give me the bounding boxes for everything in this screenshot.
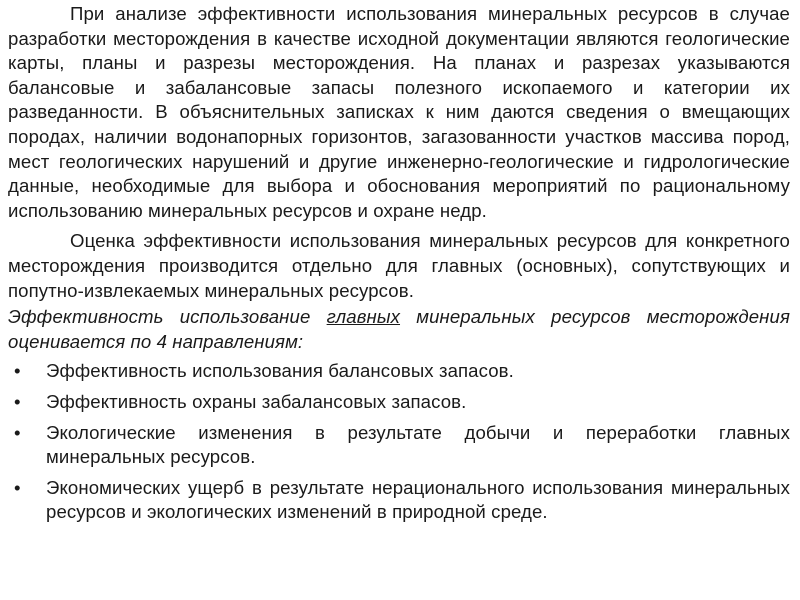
list-item-text: Эффективность использования балансовых запасов. <box>46 360 514 382</box>
list-item-text: Эффективность охраны забалансовых запасов. <box>46 390 467 412</box>
bullet-icon: • <box>14 390 21 412</box>
list-item-text: Экологические изменения в результате добычи и переработки главных минеральных ресурсов. <box>46 421 790 468</box>
emphasis-part-1: Эффективность использование <box>8 306 327 328</box>
document-body <box>8 2 790 531</box>
paragraph-intro: При анализе эффективности использования минеральных ресурсов в случае разработки месторождения в качестве исходной документации являются геологические карты, планы и разрезы месторождения. На планах и разрезах указываются балансовые и забалансовые запасы полезного ископаемого и категории их разведанности. В объяснительных записках к ним даются сведения о вмещающих породах, наличии водонапорных горизонтов, загазованности участков массива пород, мест геологических нарушений и другие инженерно-геологические и гидрологические данные, необходимые для выбора и обоснования мероприятий по рациональному использованию минеральных ресурсов и охране недр. <box>8 3 790 221</box>
bullet-icon: • <box>14 360 21 382</box>
list-item <box>8 390 790 415</box>
emphasis-underlined-word: главных <box>326 306 401 328</box>
emphasis-statement <box>8 305 790 354</box>
list-item <box>8 421 790 470</box>
list-item <box>8 476 790 525</box>
list-item <box>8 359 790 384</box>
paragraph-evaluation: Оценка эффективности использования минеральных ресурсов для конкретного месторождения производится отдельно для главных (основных), сопутствующих и попутно-извлекаемых минеральных ресурсов. <box>8 230 790 301</box>
directions-list <box>8 359 790 525</box>
bullet-icon: • <box>14 421 21 443</box>
list-item-text: Экономических ущерб в результате нерационального использования минеральных ресурсов и экологических изменений в природной среде. <box>46 476 790 523</box>
bullet-icon: • <box>14 476 21 498</box>
emphasis-part-2: минеральных ресурсов месторождения оценивается по 4 направлениям: <box>8 306 790 352</box>
